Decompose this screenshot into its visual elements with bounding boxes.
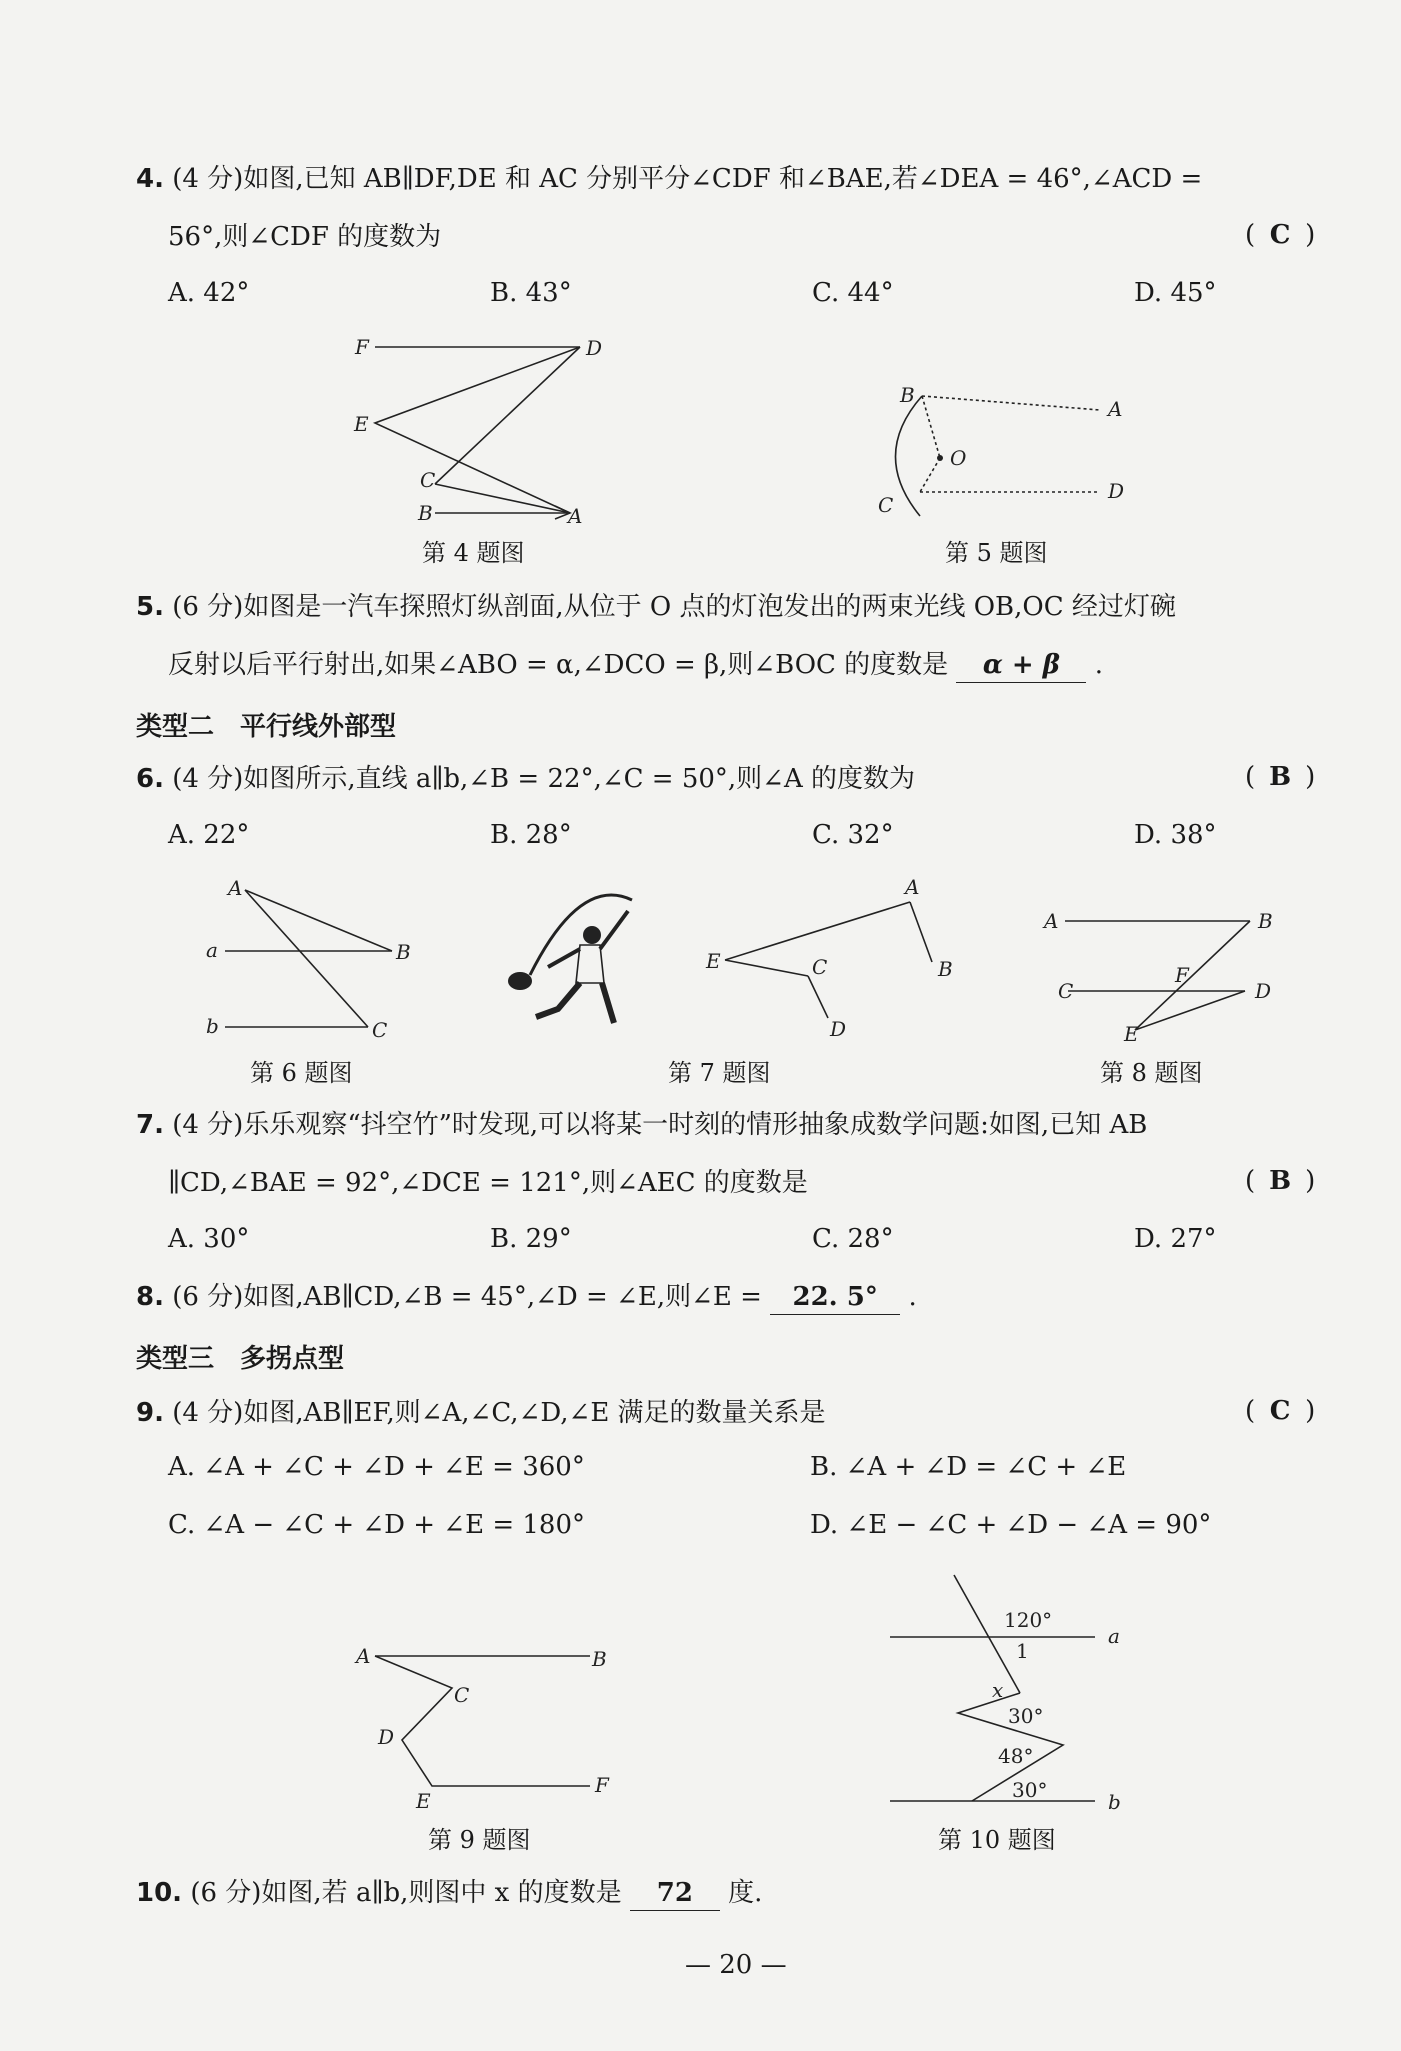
q8-text-2: . bbox=[908, 1282, 917, 1312]
section-type-2: 类型二 平行线外部型 bbox=[136, 712, 397, 742]
q8-answer: 22. 5° bbox=[770, 1280, 900, 1315]
q8-label-A: A bbox=[1044, 909, 1059, 933]
q10-label-b: b bbox=[1108, 1790, 1121, 1814]
q5-label-A: A bbox=[1108, 397, 1123, 421]
q4-text-1: (4 分)如图,已知 AB∥DF,DE 和 AC 分别平分∠CDF 和∠BAE,若∠DEA = 46°,∠ACD = bbox=[172, 164, 1203, 194]
q5-answer: α + β bbox=[956, 648, 1086, 683]
q9-label-C: C bbox=[454, 1683, 470, 1707]
q9-figure bbox=[350, 1630, 630, 1830]
q10-caption: 第 10 题图 bbox=[938, 1826, 1056, 1854]
q5-number: 5. bbox=[136, 592, 164, 622]
q7-line-AB bbox=[910, 902, 932, 962]
q5-line1 bbox=[136, 590, 1176, 624]
q9-choice-a: A. ∠A + ∠C + ∠D + ∠E = 360° bbox=[168, 1452, 585, 1482]
q6-label-C: C bbox=[372, 1018, 388, 1042]
q7-label-A: A bbox=[905, 875, 920, 899]
q7-choice-d: D. 27° bbox=[1134, 1224, 1217, 1254]
q4-label-C: C bbox=[420, 468, 436, 492]
q7-string bbox=[530, 895, 632, 975]
q7-label-C: C bbox=[812, 955, 828, 979]
q5-ray-BA bbox=[922, 396, 1100, 410]
q10-label-a: a bbox=[1108, 1624, 1120, 1648]
q5-reflector bbox=[895, 396, 922, 516]
q5-label-C: C bbox=[878, 493, 894, 517]
q5-point-O bbox=[937, 455, 943, 461]
q4-caption: 第 4 题图 bbox=[422, 539, 525, 567]
q4-label-F: F bbox=[355, 335, 369, 359]
q7-person-legs bbox=[536, 983, 614, 1023]
q9-line-ACDEF bbox=[375, 1656, 590, 1786]
q10-answer: 72 bbox=[630, 1876, 720, 1911]
q9-label-F: F bbox=[595, 1773, 609, 1797]
q4-line1 bbox=[136, 162, 1202, 196]
q4-label-E: E bbox=[354, 412, 369, 436]
q9-label-A: A bbox=[356, 1644, 371, 1668]
q9-caption: 第 9 题图 bbox=[428, 1826, 531, 1854]
q8-label-D: D bbox=[1255, 979, 1272, 1003]
q5-label-D: D bbox=[1108, 479, 1125, 503]
q10-text-1: (6 分)如图,若 a∥b,则图中 x 的度数是 bbox=[190, 1878, 622, 1908]
q9-label-E: E bbox=[416, 1789, 431, 1813]
q5-caption: 第 5 题图 bbox=[945, 539, 1048, 567]
q9-label-D: D bbox=[378, 1725, 395, 1749]
q10-number: 10. bbox=[136, 1878, 183, 1908]
q10-label-30b: 30° bbox=[1012, 1778, 1048, 1802]
q8-number: 8. bbox=[136, 1282, 164, 1312]
q6-answer-paren: ( B ) bbox=[1245, 762, 1316, 792]
q6-line-AB bbox=[245, 890, 392, 951]
q9-answer-paren: ( C ) bbox=[1245, 1396, 1316, 1426]
q9-answer: C bbox=[1269, 1396, 1291, 1426]
q5-text-1: (6 分)如图是一汽车探照灯纵剖面,从位于 O 点的灯泡发出的两束光线 OB,OC 经过灯碗 bbox=[172, 592, 1176, 622]
q8-label-F: F bbox=[1175, 963, 1189, 987]
q6-label-A: A bbox=[228, 876, 243, 900]
q6-number: 6. bbox=[136, 764, 164, 794]
q6-label-a: a bbox=[206, 938, 218, 962]
q7-diabolo bbox=[508, 972, 532, 990]
q10-figure bbox=[880, 1565, 1140, 1825]
q5-label-O: O bbox=[950, 446, 967, 470]
q5-ray-OB bbox=[922, 396, 940, 458]
q7-answer: B bbox=[1269, 1166, 1292, 1196]
q7-label-E: E bbox=[706, 949, 721, 973]
q4-label-B: B bbox=[418, 501, 433, 525]
q7-line-CD bbox=[808, 976, 828, 1018]
q4-choice-d: D. 45° bbox=[1134, 278, 1217, 308]
q4-choice-c: C. 44° bbox=[812, 278, 894, 308]
section-type-3: 类型三 多拐点型 bbox=[136, 1344, 345, 1374]
q6-figure bbox=[200, 875, 440, 1055]
q9-choice-d: D. ∠E − ∠C + ∠D − ∠A = 90° bbox=[810, 1510, 1212, 1540]
q10-label-30a: 30° bbox=[1008, 1704, 1044, 1728]
q8-caption: 第 8 题图 bbox=[1100, 1059, 1203, 1087]
q7-line-EA bbox=[725, 902, 910, 960]
q6-line-AC bbox=[245, 890, 368, 1027]
q8-figure bbox=[1040, 895, 1280, 1045]
q4-line-DC bbox=[435, 347, 580, 484]
q7-text-1: (4 分)乐乐观察“抖空竹”时发现,可以将某一时刻的情形抽象成数学问题:如图,已知 AB bbox=[172, 1110, 1148, 1140]
q6-label-b: b bbox=[206, 1014, 219, 1038]
q8-label-E: E bbox=[1124, 1022, 1139, 1046]
q8-label-C: C bbox=[1058, 979, 1074, 1003]
q7-label-B: B bbox=[938, 957, 953, 981]
q5-line2 bbox=[168, 648, 1103, 683]
q5-figure bbox=[870, 380, 1130, 520]
q7-line2: ∥CD,∠BAE = 92°,∠DCE = 121°,则∠AEC 的度数是 bbox=[168, 1168, 808, 1198]
q6-caption: 第 6 题图 bbox=[250, 1059, 353, 1087]
q10-text-2: 度. bbox=[728, 1878, 763, 1908]
q7-figure bbox=[700, 875, 970, 1041]
q7-choice-b: B. 29° bbox=[490, 1224, 572, 1254]
q5-ray-OC bbox=[920, 458, 940, 492]
q10-transversal bbox=[954, 1575, 1020, 1693]
q7-line1 bbox=[136, 1108, 1147, 1142]
q8-label-B: B bbox=[1258, 909, 1273, 933]
q6-line bbox=[136, 762, 915, 796]
q6-label-B: B bbox=[396, 940, 411, 964]
q7-diabolo-illustration bbox=[500, 885, 650, 1035]
q10-label-1: 1 bbox=[1016, 1639, 1029, 1663]
q4-figure bbox=[350, 325, 630, 535]
q6-choice-b: B. 28° bbox=[490, 820, 572, 850]
q5-text-3: . bbox=[1094, 650, 1103, 680]
q8-text-1: (6 分)如图,AB∥CD,∠B = 45°,∠D = ∠E,则∠E = bbox=[172, 1282, 762, 1312]
q4-answer: C bbox=[1269, 220, 1291, 250]
q7-line-EC bbox=[725, 960, 808, 976]
q9-choice-b: B. ∠A + ∠D = ∠C + ∠E bbox=[810, 1452, 1127, 1482]
q9-choice-c: C. ∠A − ∠C + ∠D + ∠E = 180° bbox=[168, 1510, 586, 1540]
q10-label-x: x bbox=[992, 1678, 1004, 1702]
q10-line bbox=[136, 1876, 762, 1911]
q6-choice-a: A. 22° bbox=[168, 820, 250, 850]
q4-choice-b: B. 43° bbox=[490, 278, 572, 308]
q7-number: 7. bbox=[136, 1110, 164, 1140]
q4-label-D: D bbox=[586, 336, 603, 360]
q4-line-DEA bbox=[375, 347, 580, 513]
q10-label-120: 120° bbox=[1004, 1608, 1053, 1632]
q4-line2: 56°,则∠CDF 的度数为 bbox=[168, 222, 442, 252]
q5-text-2: 反射以后平行射出,如果∠ABO = α,∠DCO = β,则∠BOC 的度数是 bbox=[168, 650, 949, 680]
q6-choice-c: C. 32° bbox=[812, 820, 894, 850]
q10-label-48: 48° bbox=[998, 1744, 1034, 1768]
q7-choice-a: A. 30° bbox=[168, 1224, 250, 1254]
q8-line-BED bbox=[1135, 921, 1250, 1030]
q5-label-B: B bbox=[900, 383, 915, 407]
q7-caption: 第 7 题图 bbox=[668, 1059, 771, 1087]
q7-label-D: D bbox=[830, 1017, 847, 1041]
q7-person-head bbox=[583, 926, 601, 944]
q9-text: (4 分)如图,AB∥EF,则∠A,∠C,∠D,∠E 满足的数量关系是 bbox=[172, 1398, 826, 1428]
q4-choice-a: A. 42° bbox=[168, 278, 250, 308]
q4-number: 4. bbox=[136, 164, 164, 194]
q7-choice-c: C. 28° bbox=[812, 1224, 894, 1254]
q9-label-B: B bbox=[592, 1647, 607, 1671]
q9-number: 9. bbox=[136, 1398, 164, 1428]
q4-label-A: A bbox=[568, 504, 583, 528]
q7-answer-paren: ( B ) bbox=[1245, 1166, 1316, 1196]
q4-line-CA bbox=[435, 484, 570, 513]
q8-line bbox=[136, 1280, 917, 1315]
q6-choice-d: D. 38° bbox=[1134, 820, 1217, 850]
q6-answer: B bbox=[1269, 762, 1292, 792]
page-number: — 20 — bbox=[685, 1950, 787, 1980]
q6-text: (4 分)如图所示,直线 a∥b,∠B = 22°,∠C = 50°,则∠A 的度数为 bbox=[172, 764, 915, 794]
q4-answer-paren: ( C ) bbox=[1245, 220, 1316, 250]
q9-line bbox=[136, 1396, 826, 1430]
